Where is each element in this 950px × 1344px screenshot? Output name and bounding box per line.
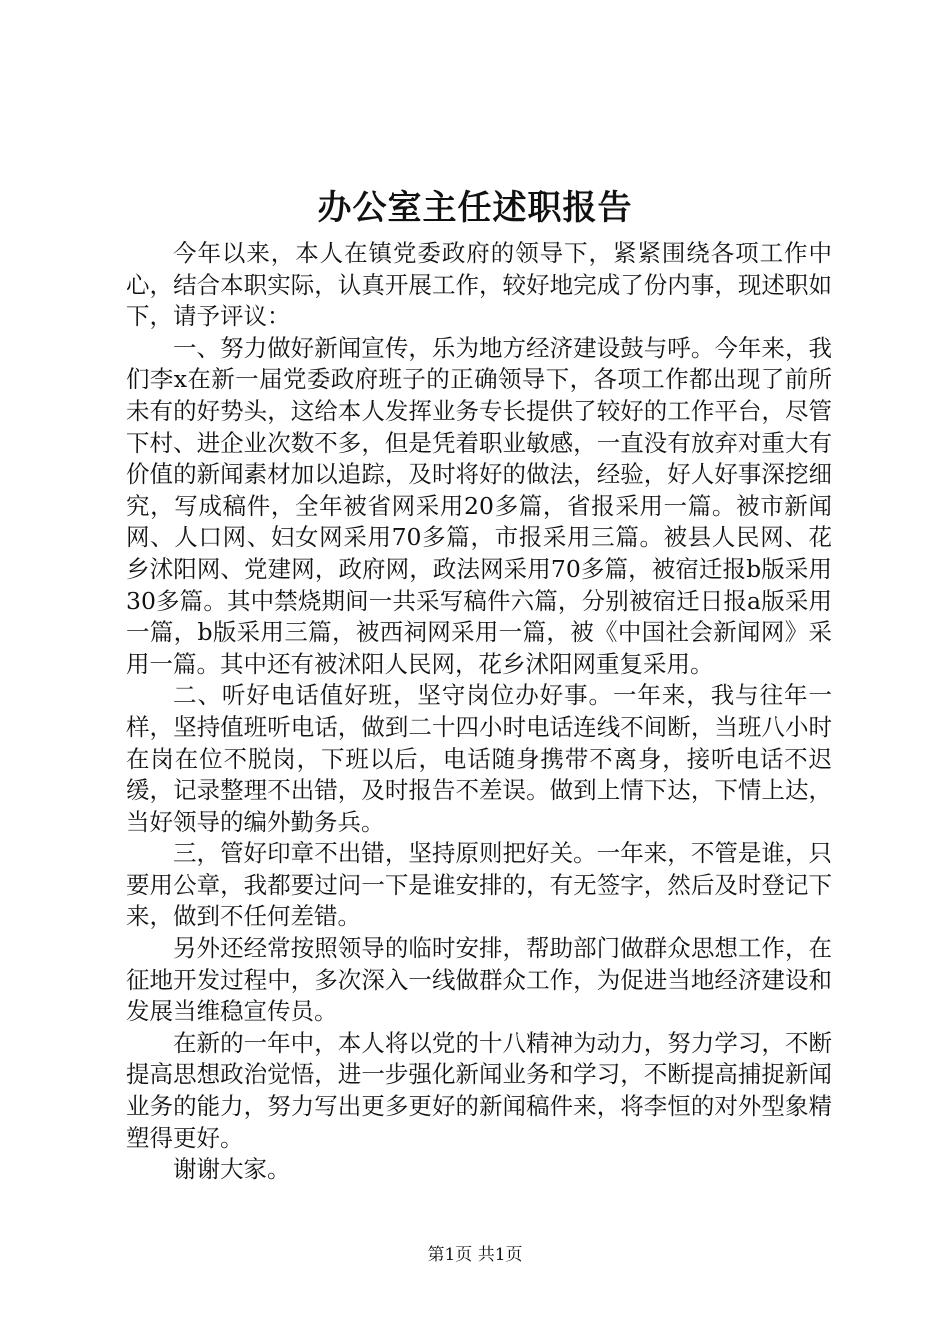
paragraph-phone-duty: 二、听好电话值好班，坚守岗位办好事。一年来，我与往年一样，坚持值班听电话，做到二十四小时电话连线不间断，当班八小时在岗在位不脱岗，下班以后，电话随身携带不离身，接听电话不迟缓，记录整理不出错，及时报告不差误。做到上情下达，下情上达，当好领导的编外勤务兵。 (126, 681, 832, 836)
paragraph-news-publicity: 一、努力做好新闻宣传，乐为地方经济建设鼓与呼。今年来，我们李x在新一届党委政府班子的正确领导下，各项工作都出现了前所未有的好势头，这给本人发挥业务专长提供了较好的工作平台，尽管下村、进企业次数不多，但是凭着职业敏感，一直没有放弃对重大有价值的新闻素材加以追踪，及时将好的做法，经验，好人好事深挖细究，写成稿件，全年被省网采用20多篇，省报采用一篇。被市新闻网、人口网、妇女网采用70多篇，市报采用三篇。被县人民网、花乡沭阳网、党建网，政府网，政法网采用70多篇，被宿迁报b版采用30多篇。其中禁烧期间一共采写稿件六篇，分别被宿迁日报a版采用一篇，b版采用三篇，被西祠网采用一篇，被《中国社会新闻网》采用一篇。其中还有被沭阳人民网，花乡沭阳网重复采用。 (126, 333, 832, 678)
paragraph-thanks: 谢谢大家。 (173, 1155, 291, 1184)
paragraph-seal-management: 三，管好印章不出错，坚持原则把好关。一年来，不管是谁，只要用公章，我都要过问一下是谁安排的，有无签字，然后及时登记下来，做到不任何差错。 (126, 839, 832, 931)
paragraph-new-year-plan: 在新的一年中，本人将以党的十八精神为动力，努力学习，不断提高思想政治觉悟，进一步强化新闻业务和学习，不断提高捕捉新闻业务的能力，努力写出更多更好的新闻稿件来，将李恒的对外型象精塑得更好。 (126, 1028, 832, 1152)
document-body (126, 238, 832, 1186)
document-title: 办公室主任述职报告 (317, 188, 633, 228)
page-footer: 第1页 共1页 (427, 1245, 523, 1265)
paragraph-intro: 今年以来，本人在镇党委政府的领导下，紧紧围绕各项工作中心，结合本职实际，认真开展工作，较好地完成了份内事，现述职如下，请予评议： (126, 239, 832, 331)
paragraph-additional-work: 另外还经常按照领导的临时安排，帮助部门做群众思想工作，在征地开发过程中，多次深入一线做群众工作，为促进当地经济建设和发展当维稳宣传员。 (126, 934, 832, 1026)
